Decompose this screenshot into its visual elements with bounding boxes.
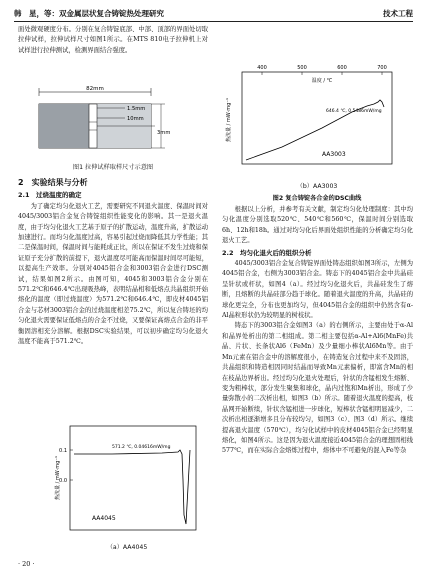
dim-10-label: 10mm bbox=[127, 116, 144, 122]
peak-annotation-a: 571.2 ℃, 0.04616mW/mg bbox=[112, 445, 171, 450]
y-axis-label-b: 热流量 / mW·mg⁻¹ bbox=[226, 98, 232, 142]
tick-label-b-1: 500 bbox=[297, 65, 307, 71]
tick-label-b-0: 400 bbox=[257, 65, 267, 71]
right-column-body bbox=[222, 205, 413, 457]
left-column-body bbox=[18, 174, 208, 348]
intro-paragraph: 面处微观硬度分布。分别在复合铸锭底部、中部、顶部的界面处切取拉伸试样，拉伸试样尺寸如图1所示。在MTS 810电子拉伸机上对试样进行拉伸测试，检测界面结合强度。 bbox=[18, 26, 208, 54]
dim-82-label: 82mm bbox=[86, 86, 104, 92]
left-column bbox=[18, 25, 208, 56]
figure-2-caption: 图2 复合铸锭各合金的DSC曲线 bbox=[272, 195, 362, 202]
figure-2b bbox=[222, 62, 412, 178]
paragraph-after-fig2: 根据以上分析，并参考有关文献，制定均匀化处理制度：其中均匀化温度分别选取520℃、540℃和560℃，保温时间分别选取6h、12h和18h。通过对均匀化后界面处组织性能的分析确定均匀化退火工艺。 bbox=[222, 206, 413, 245]
peak-annotation-b: 646.4 ℃, 0.5486mW/mg bbox=[326, 109, 382, 114]
tick-label-b-2: 600 bbox=[337, 65, 347, 71]
dsc-plot-aa4045 bbox=[52, 420, 202, 538]
running-header bbox=[14, 8, 413, 20]
y-axis-label-a: 热流量 / mW·mg⁻¹ bbox=[55, 456, 61, 500]
x-axis-ticks-b bbox=[257, 65, 387, 75]
paragraph-2-2-a: 4045/3003铝合金复合铸锭界面处铸态组织如图3所示，左侧为4045铝合金，右侧为3003铝合金。铸态下的4045铝合金中共晶硅呈针状或杆状，如图4（a）。经过均匀化退火后，共晶硅发生了熔断，且熔断的共晶硅部分趋于球化。随着退火温度的升高，共晶硅的球化更完全，分布也更加均匀，但4045铝合金的组织中仍然含有α-Al晶粒形状仍为较明显的树枝状。 bbox=[222, 260, 413, 320]
tick-label-a-1: 0.0 bbox=[59, 478, 67, 484]
figure-2a bbox=[52, 420, 202, 538]
subsection-2-1-heading: 2.1 过烧温度的确定 bbox=[18, 191, 82, 200]
dim-1-5-label: 1.5mm bbox=[127, 106, 146, 112]
sample-label-b: AA3003 bbox=[322, 151, 346, 158]
figure-2b-caption: （b）AA3003 bbox=[296, 183, 338, 190]
dsc-plot-aa3003 bbox=[222, 62, 412, 178]
sample-label-a: AA4045 bbox=[92, 515, 116, 522]
header-rule bbox=[14, 21, 413, 22]
section-2-heading: 2 实验结果与分析 bbox=[18, 178, 88, 187]
dsc-curve-a bbox=[74, 450, 190, 524]
x-axis-label-b: 温度 / ℃ bbox=[311, 78, 333, 84]
dim-3-label: 3mm bbox=[157, 130, 171, 136]
header-section: 技术工程 bbox=[383, 9, 413, 18]
tick-label-a-0: 0.1 bbox=[59, 448, 67, 454]
paragraph-2-2-b: 铸态下的3003铝合金如图3（a）的右侧所示，主要由处于α-Al和晶界处析出的第二相组成。第二相主要包括α-Al+Al6(MnFe)共晶、片状、长条状Al6（FeMn）及少量细小棒状Al6Mn等。由于Mn元素在铝合金中的溶解度很小，在铸造复合过程中来不及固溶，共晶组织和铸造相因同时结晶而导致Mn元素偏析，即富含Mn的相在枝晶边界析出。经过均匀化退火处理后，针状的含锰相发生熔断、变为粗棒状，部分发生聚集和球化，晶内过饱和Mn析出，形成了少量弥散小的二次析出相，如图3（b）所示。随着退火温度的提高，枝晶网开始断续，针状含锰相进一步球化，短棒状含锰相明显减少，二次析出相逐渐增多且分布较均匀，如图3（c）、图3（d）所示。继续提高退火温度（570℃），均匀化试样中的皮材4045铝合金已经明显熔化，如图4所示。这是因为退火温度接近4045铝合金的理想固相线577℃，而在实际合金熔炼过程中，熔体中不可避免的混入Fe等杂 bbox=[222, 322, 413, 455]
figure-1 bbox=[25, 82, 205, 160]
figure-2a-caption: （a）AA4045 bbox=[106, 544, 148, 551]
subsection-2-2-heading: 2.2 均匀化退火后的组织分析 bbox=[222, 248, 312, 257]
figure-1-caption: 图1 拉伸试样取样尺寸示意图 bbox=[72, 164, 154, 171]
tick-label-b-3: 700 bbox=[377, 65, 387, 71]
paragraph-2-1: 为了确定均匀化退火工艺，需要研究不同退火温度、保温时间对4045/3003铝合金复合铸锭组织性能变化的影响。其一是退火温度，由于均匀化退火工艺基于原子的扩散运动，温度升高，扩散运动加速进行。而均匀化温度过高，容易引起过烧而降低其力学性能；其二是保温时间，保温时间与能耗成正比，所以在保证不发生过烧和保证原子充分扩散的前提下，退火温度尽可能高而保温时间尽可能短，以提高生产效率。分别对4045铝合金和3003铝合金进行DSC测试，结果如图2所示。由图可知，4045和3003铝合金分别在571.2℃和646.4℃出现吸热峰，表明结晶相和低熔点共晶组织开始熔化的温度（即过烧温度）为571.2℃和646.4℃，即皮材4045铝合金与芯材3003铝合金的过烧温度相差75.2℃，所以复合铸坯的均匀化退火需要保证低熔点的合金不过烧，又要保证高熔点合金的非平衡固溶相充分溶解。根据DSC实验结果，可以初步确定均匀化退火温度不能高于571.2℃。 bbox=[18, 202, 208, 346]
page-number: · 20 · bbox=[18, 560, 35, 568]
specimen-drawing bbox=[25, 82, 205, 160]
header-journal-title: 韩 星，等：双金属层状复合铸锭热处理研究 bbox=[14, 9, 164, 18]
